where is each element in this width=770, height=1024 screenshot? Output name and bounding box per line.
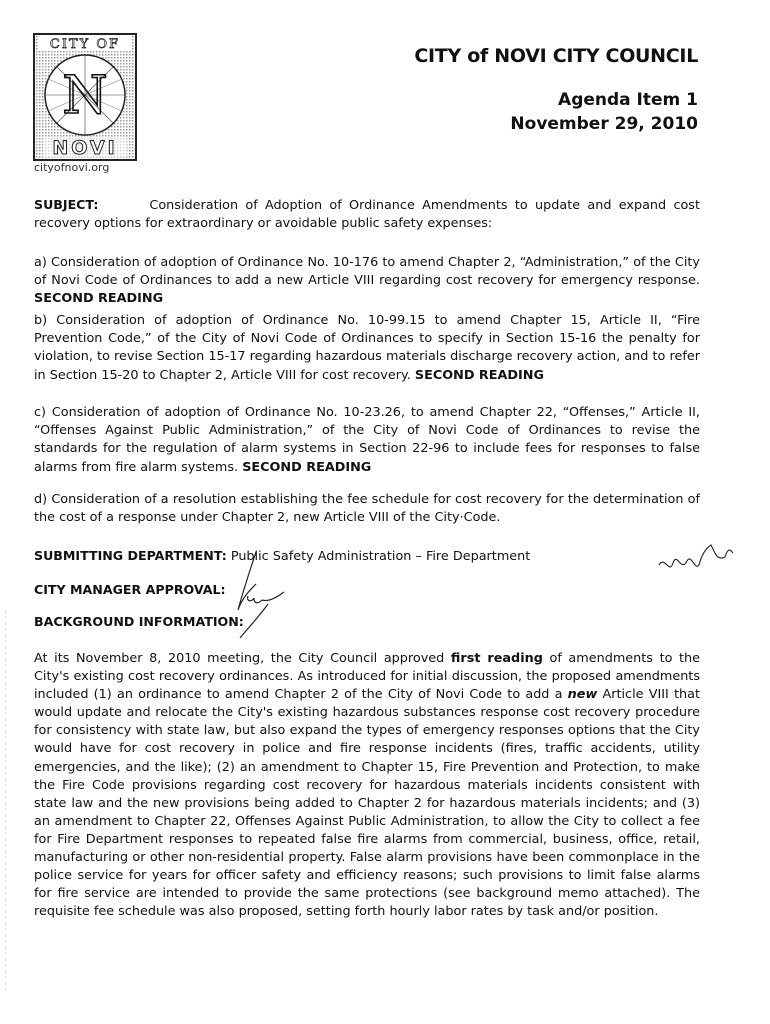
background-text-part2: of amendments to the City's existing cost recovery ordinances. As introduced for initial discussion, the proposed amendments included (1) an ordinance to amend Chapter 2 of the City of Novi Code to add a — [34, 651, 701, 703]
logo-url: cityofnovi.org — [34, 161, 110, 174]
background-first-reading: first reading — [450, 651, 543, 666]
subject-label: SUBJECT: — [34, 197, 99, 212]
city-manager-approval — [34, 582, 226, 597]
item-b-paragraph — [34, 312, 700, 385]
item-a-text: a) Consideration of adoption of Ordinance No. 10-176 to amend Chapter 2, “Administration,” of the City of Novi Code of Ordinances to add a new Article VIII regarding cost recovery for emergency response. — [34, 255, 700, 289]
item-c-text: c) Consideration of adoption of Ordinance No. 10-23.26, to amend Chapter 22, “Offenses,” Article II, “Offenses Against Public Administration,” of the City of Novi Code of Ordinances to revise the standards for the regulation of alarm systems in Section 22-96 to include fees for responses to false alarms from fire alarm systems. — [34, 405, 700, 475]
scan-margin-line — [5, 610, 6, 990]
background-text-part1: At its November 8, 2010 meeting, the City Council approved — [34, 651, 445, 666]
department-signature — [655, 535, 735, 580]
background-text-part3: Article VIII that would update and relocate the City's existing hazardous substances response cost recovery procedure for consistency with state law, but also expand the types of emergency responses options that the City would have for cost recovery in police and fire response incidents (fires, traffic accidents, utility emergencies, and the like); (2) an amendment to Chapter 15, Fire Prevention and Protection, to make the Fire Code provisions regarding cost recovery for hazardous materials incidents consistent with state law and the new provisions being added to Chapter 2 for hazardous materials incidents; and (3) an amendment to Chapter 22, Offenses Against Public Administration, to allow the City to collect a fee for Fire Department responses to repeated false fire alarms from commercial, business, office, retail, manufacturing or other non-residential property. False alarm provisions have been commonplace in the police service for years for officer safety and efficiency reasons; such provisions to limit false alarms for fire service are intended to provide the same protections (see background memo attached). The requisite fee schedule was also proposed, setting forth hourly labor rates by task and/or position. — [34, 687, 700, 920]
subject-text: Consideration of Adoption of Ordinance Amendments to update and expand cost recovery options for extraordinary or avoidable public safety expenses: — [34, 198, 700, 232]
item-a-reading: SECOND READING — [34, 291, 164, 307]
logo-bottom-text: NOVI — [52, 137, 118, 159]
agenda-item-number: Agenda Item 1 — [558, 90, 698, 110]
item-a-paragraph — [34, 254, 700, 309]
background-label: BACKGROUND INFORMATION: — [34, 614, 244, 629]
item-d-paragraph — [34, 491, 700, 527]
item-c-reading: SECOND READING — [242, 459, 372, 475]
background-heading — [34, 614, 244, 629]
submitting-text: Public Safety Administration – Fire Department — [230, 549, 531, 564]
submitting-department — [34, 548, 530, 564]
subject-paragraph — [34, 196, 700, 233]
agenda-date: November 29, 2010 — [510, 114, 698, 134]
logo-top-text: CITY OF — [49, 37, 121, 52]
manager-label: CITY MANAGER APPROVAL: — [34, 582, 226, 597]
logo-center-letter: N — [62, 66, 108, 126]
background-new: new — [567, 687, 598, 703]
item-b-reading: SECOND READING — [414, 367, 545, 383]
item-c-paragraph — [34, 404, 700, 477]
city-of-novi-logo — [33, 33, 137, 161]
submitting-label: SUBMITTING DEPARTMENT: — [34, 548, 227, 563]
council-title: CITY of NOVI CITY COUNCIL — [414, 45, 698, 67]
item-b-text: b) Consideration of adoption of Ordinance No. 10-99.15 to amend Chapter 15, Article II, “Fire Prevention Code,” of the City of Novi Code of Ordinances to specify in Section 15-16 the penalty for violation, to revise Section 15-17 regarding hazardous materials discharge recovery action, and to refer in Section 15-20 to Chapter 2, Article VIII for cost recovery. — [34, 313, 700, 383]
item-d-text: d) Consideration of a resolution establishing the fee schedule for cost recovery for the determination of the cost of a response under Chapter 2, new Article VIII of the City·Code. — [34, 492, 700, 526]
background-paragraph — [34, 650, 700, 921]
